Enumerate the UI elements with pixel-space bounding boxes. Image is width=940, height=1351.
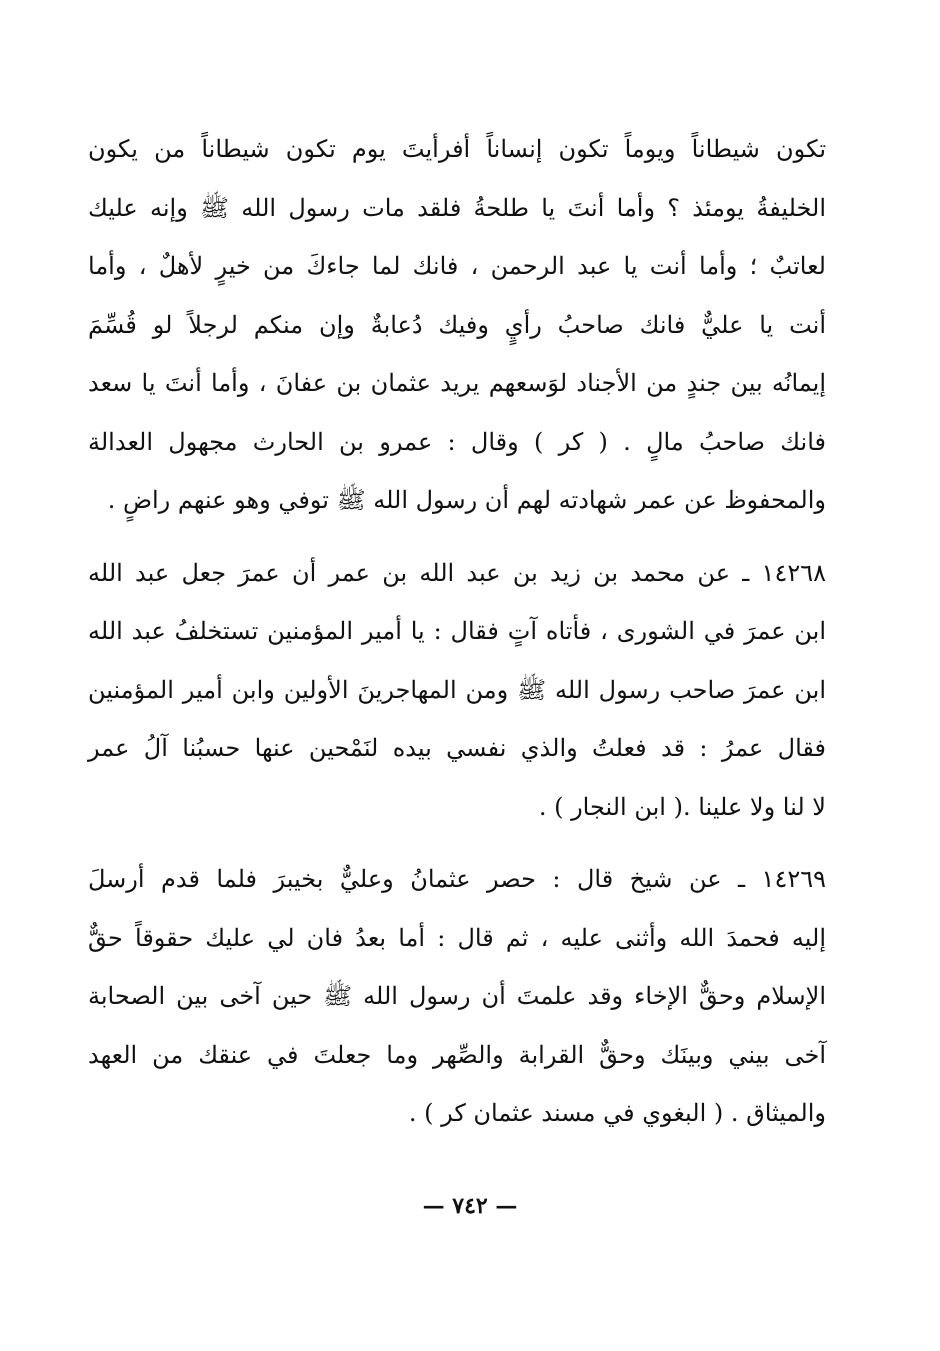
text-line: ١٤٢٦٨ ـ عن محمد بن زيد بن عبد الله بن عمر أن عمرَ جعل عبد الله [88,558,826,587]
paragraph-spacer [88,530,826,544]
paragraph-2 [88,544,826,837]
text-line: ١٤٢٦٩ ـ عن شيخ قال : حصر عثمانُ وعليٌّ بخيبرَ فلما قدم أرسلَ [88,865,826,893]
text-line: لا لنا ولا علينا .( ابن النجار ) . [538,792,826,821]
text-line: إليه فحمدَ الله وأثنى عليه ، ثم قال : أما بعدُ فان لي عليك حقوقاً حقٌّ [88,923,826,952]
text-line: الخليفةُ يومئذ ؟ وأما أنتَ يا طلحةُ فلقد مات رسول الله ﷺ وإنه عليك [88,193,826,222]
text-line: فانك صاحبُ مالٍ . ( كر ) وقال : عمرو بن الحارث مجهول العدالة [88,427,826,456]
text-line: آخى بيني وبينَك وحقٌّ القرابة والصِّهر وما جعلتَ في عنقك من العهد [88,1040,826,1069]
paragraph-spacer [88,836,826,850]
page-number: — ٧٤٢ — [422,1193,518,1219]
paragraph-1 [88,120,826,530]
text-line: والمحفوظ عن عمر شهادته لهم أن رسول الله ﷺ توفي وهو عنهم راضٍ . [107,486,826,514]
text-line: لعاتبٌ ؛ وأما أنت يا عبد الرحمن ، فانك لما جاءكَ من خيرٍ لأهلٌ ، وأما [88,252,826,280]
paragraph-3 [88,850,826,1143]
text-line: تكون شيطاناً ويوماً تكون إنساناً أفرأيتَ يوم تكون شيطاناً من يكون [88,135,826,163]
text-line: فقال عمرُ : قد فعلتُ والذي نفسي بيده لنَمْحين عنها حسبُنا آلُ عمر [88,734,826,762]
text-line: أنت يا عليٌّ فانك صاحبُ رأيٍ وفيك دُعابةٌ وإن منكم لرجلاً لو قُسِّمَ [88,310,826,339]
text-line: والميثاق . ( البغوي في مسند عثمان كر ) . [408,1099,826,1127]
text-line: ابن عمرَ في الشورى ، فأتاه آتٍ فقال : يا أمير المؤمنين تستخلفُ عبد الله [88,617,826,645]
page-body [88,120,826,1143]
text-line: الإسلام وحقٌّ الإخاء وقد علمتَ أن رسول الله ﷺ حين آخى بين الصحابة [88,982,826,1010]
text-line: ابن عمرَ صاحب رسول الله ﷺ ومن المهاجرينَ الأولين وابن أمير المؤمنين [88,675,826,704]
text-line: إيمانُه بين جندٍ من الأجناد لوَسعهم يريد عثمان بن عفانَ ، وأما أنتَ يا سعد [88,369,826,397]
